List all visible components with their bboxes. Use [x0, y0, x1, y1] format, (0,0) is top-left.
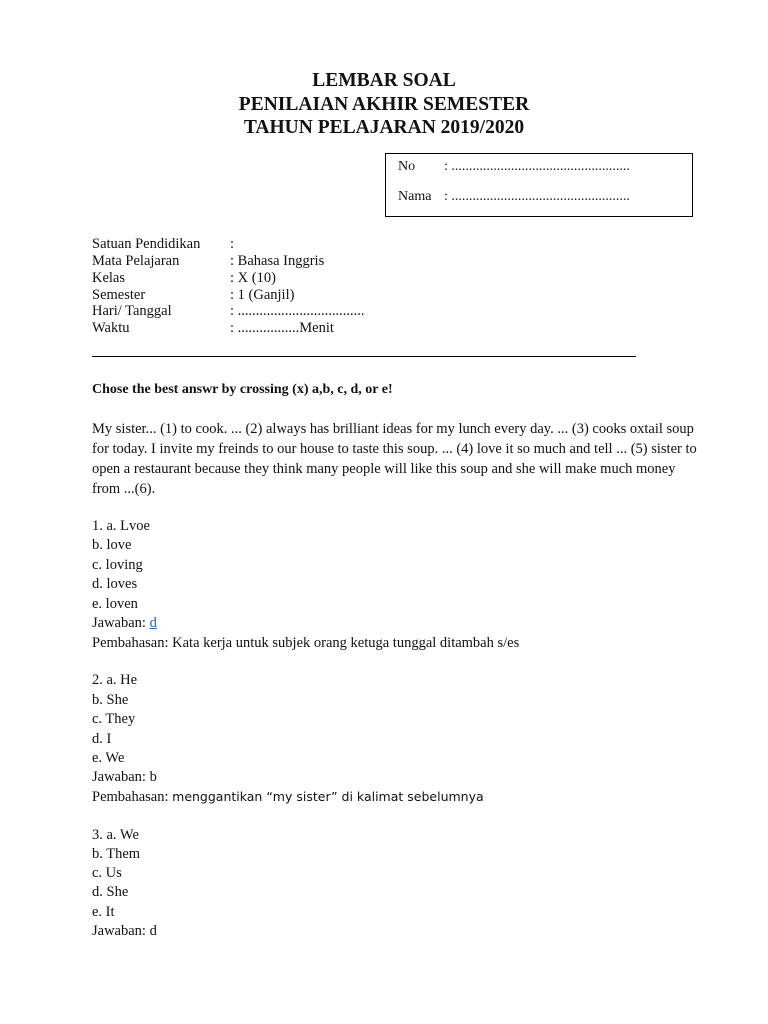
separator-line [92, 356, 636, 357]
nama-field: : ................................................... [444, 189, 630, 204]
q2-option-d: d. I [92, 731, 112, 747]
info-label: Semester [92, 287, 146, 303]
instruction: Chose the best answr by crossing (x) a,b, c, d, or e! [92, 382, 393, 397]
q2-explanation [92, 789, 484, 806]
q1-option-a: 1. a. Lvoe [92, 518, 150, 534]
q1-explanation [92, 635, 519, 652]
academic-year-title: TAHUN PELAJARAN 2019/2020 [243, 117, 525, 138]
info-label: Hari/ Tanggal [92, 303, 172, 319]
q3-answer [92, 923, 157, 940]
info-value: : ................................... [230, 303, 365, 319]
info-value: : 1 (Ganjil) [230, 287, 295, 303]
q2-option-a: 2. a. He [92, 672, 138, 688]
exam-title: PENILAIAN AKHIR SEMESTER [238, 94, 530, 115]
answer-label: Jawaban: [92, 923, 150, 939]
reading-passage: My sister... (1) to cook. ... (2) always has brilliant ideas for my lunch every day. ... (3) cooks oxtail soup for today. I invite my freinds to our house to taste this soup. ... (4) love it so much and tell ... (5) sister to open a restaurant because they think many people will like this soup and she will make much money from ...(6). [92, 421, 697, 497]
answer-label: Jawaban: [92, 769, 150, 785]
explanation-text: menggantikan “my sister” di kalimat sebelumnya [172, 789, 484, 804]
document-title: LEMBAR SOAL [312, 70, 456, 91]
q2-answer [92, 769, 157, 786]
info-label: Kelas [92, 270, 126, 286]
info-label: Mata Pelajaran [92, 253, 180, 269]
answer-value: b [149, 769, 157, 785]
no-field: : ................................................... [444, 159, 630, 174]
q2-option-c: c. They [92, 711, 136, 727]
q3-option-c: c. Us [92, 865, 122, 881]
nama-label: Nama [398, 189, 432, 204]
q3-option-b: b. Them [92, 846, 141, 862]
q3-option-e: e. It [92, 904, 115, 920]
q1-option-b: b. love [92, 537, 132, 553]
explanation-label: Pembahasan: [92, 789, 173, 805]
answer-label: Jawaban: [92, 615, 150, 631]
info-value: : Bahasa Inggris [230, 253, 325, 269]
q3-option-a: 3. a. We [92, 827, 139, 843]
info-value: : .................Menit [230, 320, 334, 336]
q1-option-e: e. loven [92, 596, 138, 612]
q1-answer [92, 615, 157, 632]
q2-option-b: b. She [92, 692, 129, 708]
q3-option-d: d. She [92, 884, 129, 900]
q1-option-d: d. loves [92, 576, 138, 592]
info-value: : [230, 236, 235, 252]
student-id-box [385, 153, 693, 217]
explanation-label: Pembahasan: [92, 635, 173, 651]
q1-option-c: c. loving [92, 557, 143, 573]
q1-answer-link[interactable]: d [149, 615, 157, 631]
explanation-text: Kata kerja untuk subjek orang ketuga tunggal ditambah s/es [172, 635, 520, 651]
no-label: No [398, 159, 416, 174]
answer-value: d [149, 923, 157, 939]
info-value: : X (10) [230, 270, 276, 286]
info-label: Waktu [92, 320, 130, 336]
q2-option-e: e. We [92, 750, 125, 766]
info-label: Satuan Pendidikan [92, 236, 201, 252]
